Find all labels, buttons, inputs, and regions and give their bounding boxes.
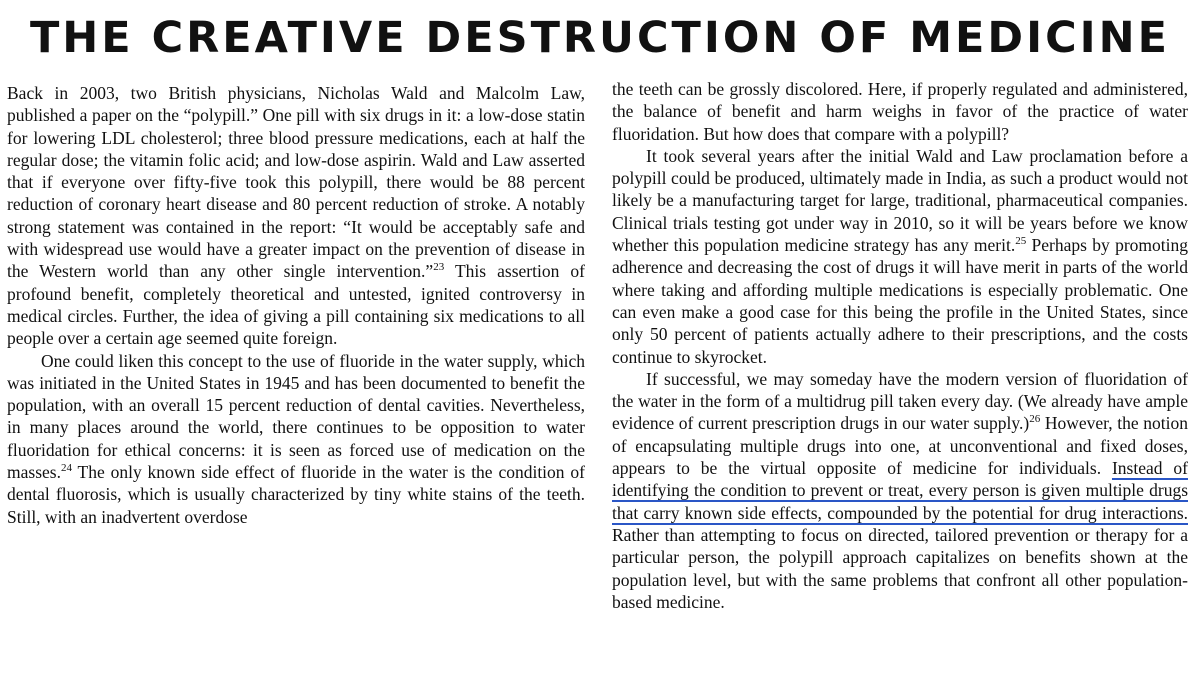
left-column bbox=[7, 82, 585, 528]
paragraph bbox=[612, 145, 1188, 368]
paragraph-text: One could liken this concept to the use of fluoride in the water supply, which was initiated in the United States in 1945 and has been documented to benefit the population, with an overall 15 percent reduction of dental cavities. Nevertheless, in many places around the world, there continues to be opposition to water fluoridation for ethical concerns: it is seen as forced use of medication on the masses. bbox=[7, 350, 585, 483]
right-column bbox=[612, 78, 1188, 613]
page-title: THE CREATIVE DESTRUCTION OF MEDICINE bbox=[29, 13, 1171, 63]
footnote-ref: 26 bbox=[1029, 413, 1041, 426]
footnote-ref: 24 bbox=[60, 462, 72, 475]
highlighted-text: Instead of identifying the condition to prevent or treat, every person is given multiple drugs that carry known side effects, compounded by the potential for drug interactions. bbox=[612, 458, 1188, 523]
paragraph-text: The only known side effect of fluoride in the water is the condition of dental fluorosis, which is usually characterized by tiny white stains of the teeth. Still, with an inadvertent overdose bbox=[7, 462, 585, 527]
paragraph-text: the teeth can be grossly discolored. Here, if properly regulated and administered, the balance of benefit and harm weighs in favor of the practice of water fluoridation. But how does that compare with a polypill? bbox=[612, 79, 1188, 144]
paragraph-text: If successful, we may someday have the modern version of fluoridation of the water in the form of a multidrug pill taken every day. (We already have ample evidence of current prescription drugs in our water supply.) bbox=[612, 368, 1188, 434]
paragraph-text: Perhaps by promoting adherence and decreasing the cost of drugs it will have merit in parts of the world where taking and affording multiple medications is especially problematic. One can even make a good case for this being the profile in the United States, since only 50 percent of patients actually adhere to their prescriptions, and the costs continue to skyrocket. bbox=[612, 235, 1188, 367]
paragraph bbox=[7, 82, 585, 350]
paragraph-text: However, the notion of encapsulating multiple drugs into one, at unconventional and fixed doses, appears to be the virtual opposite of medicine for individuals. bbox=[612, 413, 1189, 479]
paragraph bbox=[612, 78, 1188, 145]
footnote-ref: 25 bbox=[1015, 235, 1027, 248]
footnote-ref: 23 bbox=[433, 261, 445, 274]
paragraph-text: It took several years after the initial Wald and Law proclamation before a polypill could be produced, ultimately made in India, as such a product would not likely be a manufacturing target for large, traditional, pharmaceutical companies. Clinical trials testing got under way in 2010, so it will be years before we know whether this population medicine strategy has any merit. bbox=[612, 145, 1188, 256]
paragraph-text: Rather than attempting to focus on directed, tailored prevention or therapy for a particular person, the polypill approach capitalizes on benefits shown at the population level, but with the same problems that confront all other population-based medicine. bbox=[612, 524, 1188, 612]
paragraph bbox=[7, 350, 585, 528]
paragraph-text: Back in 2003, two British physicians, Nicholas Wald and Malcolm Law, published a paper on the “polypill.” One pill with six drugs in it: a low-dose statin for lowering LDL cholesterol; three blood pressure medications, each at half the regular dose; the vitamin folic acid; and low-dose aspirin. Wald and Law asserted that if everyone over fifty-five took this polypill, there would be 88 percent reduction of coronary heart disease and 80 percent reduction of stroke. A notably strong statement was contained in the report: “It would be acceptably safe and with widespread use would have a greater impact on the prevention of disease in the Western world than any other single intervention.” bbox=[7, 83, 585, 282]
paragraph-text: This assertion of profound benefit, completely theoretical and untested, ignited controversy in medical circles. Further, the idea of giving a pill containing six medications to all people over a certain age seemed quite foreign. bbox=[7, 261, 585, 349]
paragraph bbox=[612, 368, 1188, 613]
